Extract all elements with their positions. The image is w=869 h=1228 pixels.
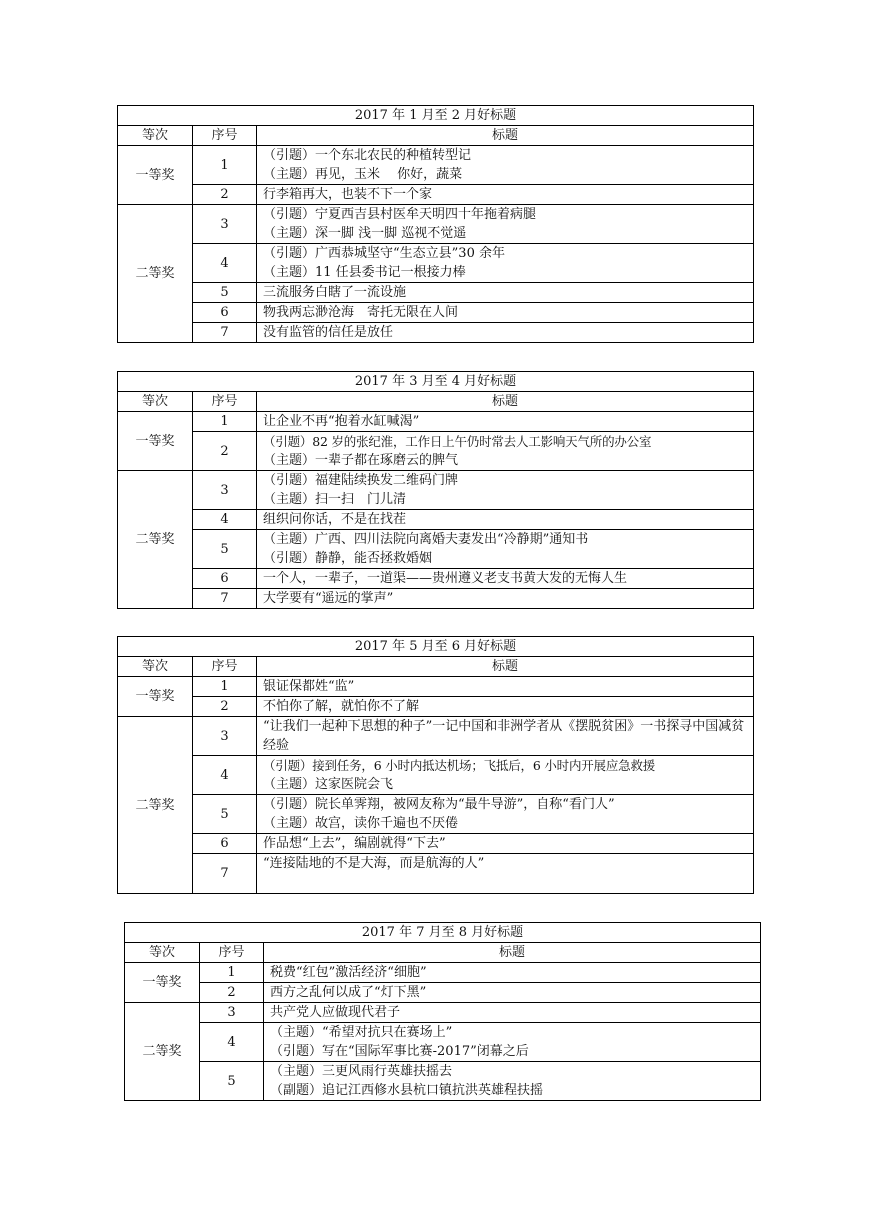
table-row [125, 963, 761, 983]
num-cell: 5 [193, 795, 257, 834]
num-cell: 5 [193, 283, 257, 303]
num-cell: 1 [193, 412, 257, 432]
title-line: （主题）故宫，读你千遍也不厌倦 [263, 816, 459, 831]
title-line: （主题）11 任县委书记一根接力棒 [263, 265, 466, 280]
title-cell [264, 1003, 761, 1023]
title-line: （引题）福建陆续换发二维码门牌 [263, 473, 459, 488]
title-line: 银证保都姓“监” [263, 679, 355, 694]
title-line: 西方之乱何以成了“灯下黑” [270, 985, 427, 1000]
num-cell: 7 [193, 323, 257, 343]
title-line: （引题）宁夏西吉县村医牟天明四十年拖着病腿 [263, 207, 537, 222]
award-table-3 [117, 636, 754, 894]
num-cell: 5 [200, 1062, 264, 1101]
num-cell: 7 [193, 854, 257, 894]
grade-cell: 一等奖 [125, 963, 200, 1003]
table-row [118, 244, 754, 283]
title-line: 组织问你话，不是在找茬 [263, 512, 407, 527]
header-grade: 等次 [118, 392, 193, 412]
title-line: （副题）追记江西修水县杭口镇抗洪英雄程扶摇 [270, 1083, 544, 1098]
table-row [118, 589, 754, 609]
title-line: （引题）82 岁的张纪淮，工作日上午仍时常去人工影响天气所的办公室 [263, 434, 652, 449]
grade-cell: 一等奖 [118, 146, 193, 205]
table-row [118, 510, 754, 530]
table-row [125, 983, 761, 1003]
num-cell: 7 [193, 589, 257, 609]
title-cell [257, 756, 754, 795]
title-cell [257, 697, 754, 717]
title-cell [257, 510, 754, 530]
title-line: （主题）三更风雨行英雄扶摇去 [270, 1064, 453, 1079]
title-cell [257, 795, 754, 834]
title-cell [257, 854, 754, 894]
table-row [118, 854, 754, 894]
grade-cell: 二等奖 [118, 717, 193, 894]
num-cell: 6 [193, 834, 257, 854]
title-line: “连接陆地的不是大海，而是航海的人” [263, 856, 485, 871]
title-line: （主题）“希望对抗只在赛场上” [270, 1025, 453, 1040]
title-cell [264, 983, 761, 1003]
title-line: 共产党人应做现代君子 [270, 1005, 401, 1020]
grade-cell: 一等奖 [118, 412, 193, 471]
table-row [125, 1003, 761, 1023]
table-row [125, 1062, 761, 1101]
title-cell [257, 717, 754, 756]
header-num: 序号 [200, 943, 264, 963]
table-row [118, 569, 754, 589]
title-line: （主题）这家医院会飞 [263, 777, 394, 792]
header-num: 序号 [193, 657, 257, 677]
title-line: 没有监管的信任是放任 [263, 325, 394, 340]
num-cell: 2 [200, 983, 264, 1003]
header-title: 标题 [257, 392, 754, 412]
grade-cell: 二等奖 [118, 471, 193, 609]
title-cell [257, 677, 754, 697]
num-cell: 1 [200, 963, 264, 983]
award-table-2 [117, 371, 754, 609]
title-line: 不怕你了解，就怕你不了解 [263, 699, 420, 714]
table-row [118, 756, 754, 795]
header-title: 标题 [257, 126, 754, 146]
title-line: （引题）一个东北农民的种植转型记 [263, 148, 472, 163]
table-row [118, 471, 754, 510]
table-caption: 2017 年 3 月至 4 月好标题 [118, 372, 754, 392]
header-num: 序号 [193, 126, 257, 146]
title-cell [257, 834, 754, 854]
title-cell [257, 205, 754, 244]
title-cell [257, 530, 754, 569]
num-cell: 2 [193, 697, 257, 717]
title-line: （主题）扫一扫 门儿清 [263, 492, 407, 507]
title-cell [257, 283, 754, 303]
header-num: 序号 [193, 392, 257, 412]
table-row [125, 1023, 761, 1062]
table-row [118, 283, 754, 303]
table-row [118, 795, 754, 834]
title-line: 大学要有“遥远的掌声” [263, 591, 394, 606]
table-caption: 2017 年 1 月至 2 月好标题 [118, 106, 754, 126]
table-row [118, 323, 754, 343]
title-line: 让企业不再“抱着水缸喊渴” [263, 414, 420, 429]
num-cell: 4 [193, 756, 257, 795]
title-line: 行李箱再大，也装不下一个家 [263, 187, 433, 202]
title-cell [257, 323, 754, 343]
award-table-1 [117, 105, 754, 343]
table-row [118, 717, 754, 756]
title-cell [264, 1062, 761, 1101]
grade-cell: 二等奖 [125, 1003, 200, 1101]
title-cell [257, 146, 754, 185]
title-line: 税费“红包”激活经济“细胞” [270, 965, 427, 980]
title-line: （引题）接到任务，6 小时内抵达机场；飞抵后，6 小时内开展应急救援 [263, 758, 656, 773]
grade-cell: 一等奖 [118, 677, 193, 717]
title-cell [257, 412, 754, 432]
header-grade: 等次 [125, 943, 200, 963]
title-line: （引题）广西恭城坚守“生态立县”30 余年 [263, 246, 505, 261]
header-title: 标题 [257, 657, 754, 677]
title-line: 作品想“上去”，编剧就得“下去” [263, 836, 446, 851]
num-cell: 4 [193, 510, 257, 530]
title-cell [264, 1023, 761, 1062]
table-row [118, 834, 754, 854]
num-cell: 6 [193, 569, 257, 589]
title-line: （引题）院长单霁翔，被网友称为“最牛导游”，自称“看门人” [263, 797, 615, 812]
table-row [118, 205, 754, 244]
num-cell: 4 [200, 1023, 264, 1062]
num-cell: 3 [193, 717, 257, 756]
title-line: （引题）写在“国际军事比赛-2017”闭幕之后 [270, 1044, 529, 1059]
table-row [118, 677, 754, 697]
table-row [118, 185, 754, 205]
title-cell [264, 963, 761, 983]
title-line: （引题）静静，能否拯救婚姻 [263, 551, 433, 566]
header-title: 标题 [264, 943, 761, 963]
table-row [118, 697, 754, 717]
table-caption: 2017 年 7 月至 8 月好标题 [125, 923, 761, 943]
num-cell: 1 [193, 677, 257, 697]
num-cell: 3 [193, 471, 257, 510]
num-cell: 2 [193, 185, 257, 205]
title-cell [257, 569, 754, 589]
num-cell: 1 [193, 146, 257, 185]
award-table-4 [124, 922, 761, 1101]
header-grade: 等次 [118, 657, 193, 677]
title-line: （主题）深一脚 浅一脚 巡视不觉遥 [263, 226, 467, 241]
title-line: “让我们一起种下思想的种子”一记中国和非洲学者从《摆脱贫困》一书探寻中国减贫经验 [263, 719, 745, 753]
num-cell: 5 [193, 530, 257, 569]
table-row [118, 412, 754, 432]
table-row [118, 303, 754, 323]
header-grade: 等次 [118, 126, 193, 146]
num-cell: 4 [193, 244, 257, 283]
title-cell [257, 432, 754, 471]
title-cell [257, 244, 754, 283]
title-cell [257, 589, 754, 609]
title-cell [257, 185, 754, 205]
grade-cell: 二等奖 [118, 205, 193, 343]
num-cell: 3 [200, 1003, 264, 1023]
title-cell [257, 471, 754, 510]
table-caption: 2017 年 5 月至 6 月好标题 [118, 637, 754, 657]
num-cell: 6 [193, 303, 257, 323]
title-line: （主题）广西、四川法院向离婚夫妻发出“冷静期”通知书 [263, 532, 589, 547]
title-line: 三流服务白瞎了一流设施 [263, 285, 407, 300]
title-line: 物我两忘渺沧海 寄托无限在人间 [263, 305, 459, 320]
table-row [118, 146, 754, 185]
title-line: （主题）一辈子都在琢磨云的脾气 [263, 453, 459, 468]
table-row [118, 530, 754, 569]
title-line: （主题）再见，玉米 你好，蔬菜 [263, 167, 463, 182]
table-row [118, 432, 754, 471]
title-cell [257, 303, 754, 323]
num-cell: 2 [193, 432, 257, 471]
num-cell: 3 [193, 205, 257, 244]
title-line: 一个人，一辈子，一道渠——贵州遵义老支书黄大发的无悔人生 [263, 571, 628, 586]
